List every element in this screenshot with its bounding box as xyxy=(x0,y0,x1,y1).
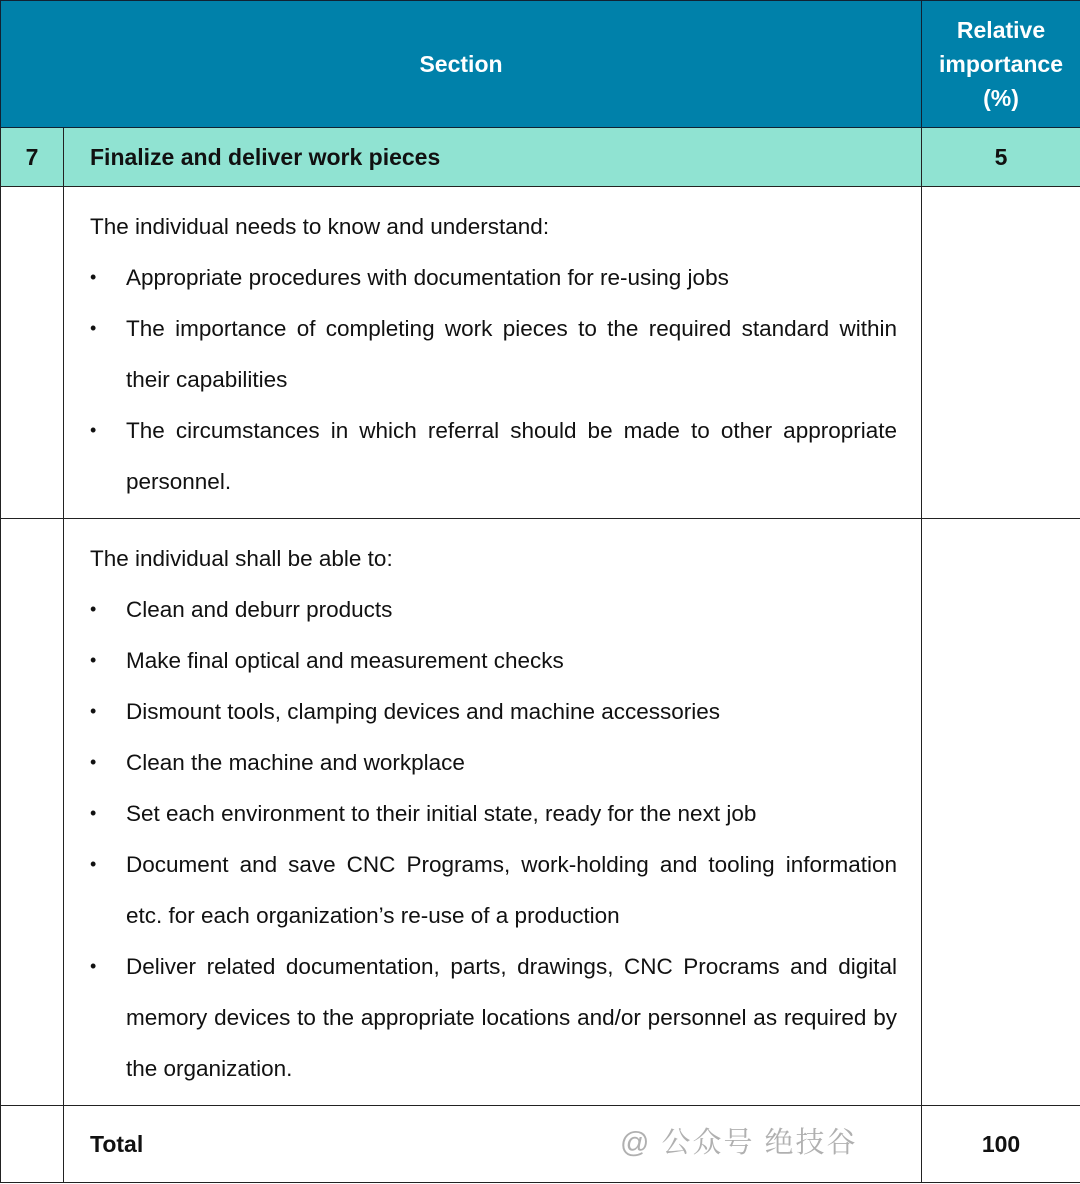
list-item: • The circumstances in which referral should be made to other appropriate personnel. xyxy=(90,405,897,507)
list-item: • Appropriate procedures with documentation for re-using jobs xyxy=(90,252,897,303)
list-item: • Set each environment to their initial state, ready for the next job xyxy=(90,788,897,839)
header-section: Section xyxy=(1,1,922,128)
skills-list xyxy=(90,584,897,1094)
header-row xyxy=(1,1,1080,128)
header-importance xyxy=(922,1,1080,128)
total-value: 100 xyxy=(922,1106,1080,1183)
skills-cell xyxy=(64,519,922,1106)
empty-cell xyxy=(1,1106,64,1183)
section-title: Finalize and deliver work pieces xyxy=(64,128,922,187)
skills-row xyxy=(1,519,1080,1106)
list-item: • Document and save CNC Programs, work-holding and tooling information etc. for each organization’s re-use of a production xyxy=(90,839,897,941)
list-item: • Dismount tools, clamping devices and machine accessories xyxy=(90,686,897,737)
section-row xyxy=(1,128,1080,187)
list-item: • Deliver related documentation, parts, drawings, CNC Procrams and digital memory devices to the appropriate locations and/or personnel as required by the organization. xyxy=(90,941,897,1094)
knowledge-list xyxy=(90,252,897,507)
list-item: • Clean the machine and workplace xyxy=(90,737,897,788)
section-importance: 5 xyxy=(922,128,1080,187)
knowledge-row xyxy=(1,187,1080,519)
empty-cell xyxy=(922,187,1080,519)
empty-cell xyxy=(922,519,1080,1106)
knowledge-cell xyxy=(64,187,922,519)
list-item: • Clean and deburr products xyxy=(90,584,897,635)
watermark: @ 公众号 绝技谷 xyxy=(620,1127,858,1159)
skills-intro: The individual shall be able to: xyxy=(90,546,393,571)
list-item: • Make final optical and measurement checks xyxy=(90,635,897,686)
list-item: • The importance of completing work pieces to the required standard within their capabilities xyxy=(90,303,897,405)
empty-cell xyxy=(1,519,64,1106)
knowledge-intro: The individual needs to know and understand: xyxy=(90,214,550,239)
total-label: Total xyxy=(64,1106,922,1183)
section-number: 7 xyxy=(1,128,64,187)
header-importance-text: Relative importance (%) xyxy=(939,17,1063,111)
total-row xyxy=(1,1106,1080,1183)
empty-cell xyxy=(1,187,64,519)
